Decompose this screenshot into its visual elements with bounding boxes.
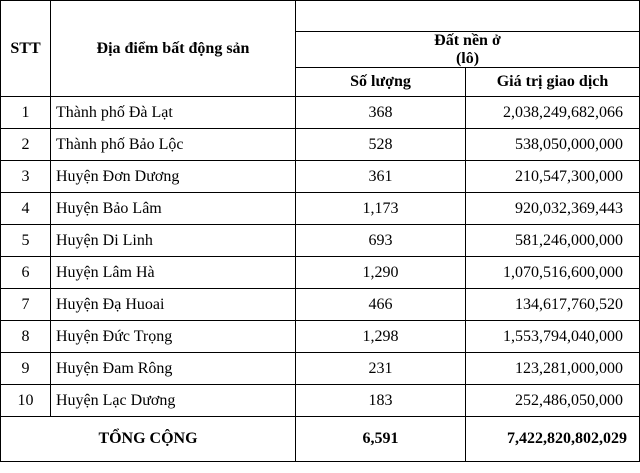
total-quantity: 6,591 [296, 417, 466, 462]
cell-quantity: 693 [296, 225, 466, 257]
cell-quantity: 231 [296, 353, 466, 385]
cell-quantity: 528 [296, 129, 466, 161]
header-value: Giá trị giao dịch [466, 68, 640, 97]
cell-location: Huyện Di Linh [51, 225, 296, 257]
cell-stt: 10 [1, 385, 51, 417]
table-row [1, 97, 640, 129]
cell-location: Huyện Đạ Huoai [51, 289, 296, 321]
cell-value: 581,246,000,000 [466, 225, 640, 257]
cell-stt: 2 [1, 129, 51, 161]
cell-quantity: 1,173 [296, 193, 466, 225]
cell-stt: 6 [1, 257, 51, 289]
table-row [1, 129, 640, 161]
cell-value: 920,032,369,443 [466, 193, 640, 225]
cell-location: Huyện Đức Trọng [51, 321, 296, 353]
cell-quantity: 368 [296, 97, 466, 129]
table-row [1, 385, 640, 417]
cell-stt: 8 [1, 321, 51, 353]
header-empty-band [296, 1, 640, 32]
cell-value: 1,070,516,600,000 [466, 257, 640, 289]
table-row [1, 161, 640, 193]
cell-location: Huyện Lâm Hà [51, 257, 296, 289]
header-group-unit: (lô) [455, 49, 480, 67]
table-row [1, 257, 640, 289]
cell-stt: 4 [1, 193, 51, 225]
cell-stt: 3 [1, 161, 51, 193]
cell-quantity: 183 [296, 385, 466, 417]
header-stt: STT [1, 1, 51, 97]
cell-location: Huyện Đam Rông [51, 353, 296, 385]
total-row [1, 417, 640, 462]
header-quantity: Số lượng [296, 68, 466, 97]
cell-quantity: 1,290 [296, 257, 466, 289]
cell-stt: 9 [1, 353, 51, 385]
cell-quantity: 361 [296, 161, 466, 193]
cell-location: Huyện Lạc Dương [51, 385, 296, 417]
cell-stt: 1 [1, 97, 51, 129]
header-location: Địa điểm bất động sản [51, 1, 296, 97]
cell-location: Huyện Bảo Lâm [51, 193, 296, 225]
table-row [1, 353, 640, 385]
cell-value: 2,038,249,682,066 [466, 97, 640, 129]
cell-location: Thành phố Bảo Lộc [51, 129, 296, 161]
cell-stt: 7 [1, 289, 51, 321]
total-value: 7,422,820,802,029 [466, 417, 640, 462]
cell-quantity: 466 [296, 289, 466, 321]
cell-value: 1,553,794,040,000 [466, 321, 640, 353]
table-row [1, 321, 640, 353]
table-row [1, 289, 640, 321]
cell-location: Thành phố Đà Lạt [51, 97, 296, 129]
cell-value: 538,050,000,000 [466, 129, 640, 161]
table-row [1, 193, 640, 225]
cell-value: 252,486,050,000 [466, 385, 640, 417]
cell-value: 210,547,300,000 [466, 161, 640, 193]
table-row [1, 225, 640, 257]
cell-value: 123,281,000,000 [466, 353, 640, 385]
cell-stt: 5 [1, 225, 51, 257]
header-group [296, 32, 640, 68]
cell-value: 134,617,760,520 [466, 289, 640, 321]
header-group-title: Đất nền ở [434, 32, 501, 49]
cell-location: Huyện Đơn Dương [51, 161, 296, 193]
cell-quantity: 1,298 [296, 321, 466, 353]
total-label: TỔNG CỘNG [1, 417, 296, 462]
